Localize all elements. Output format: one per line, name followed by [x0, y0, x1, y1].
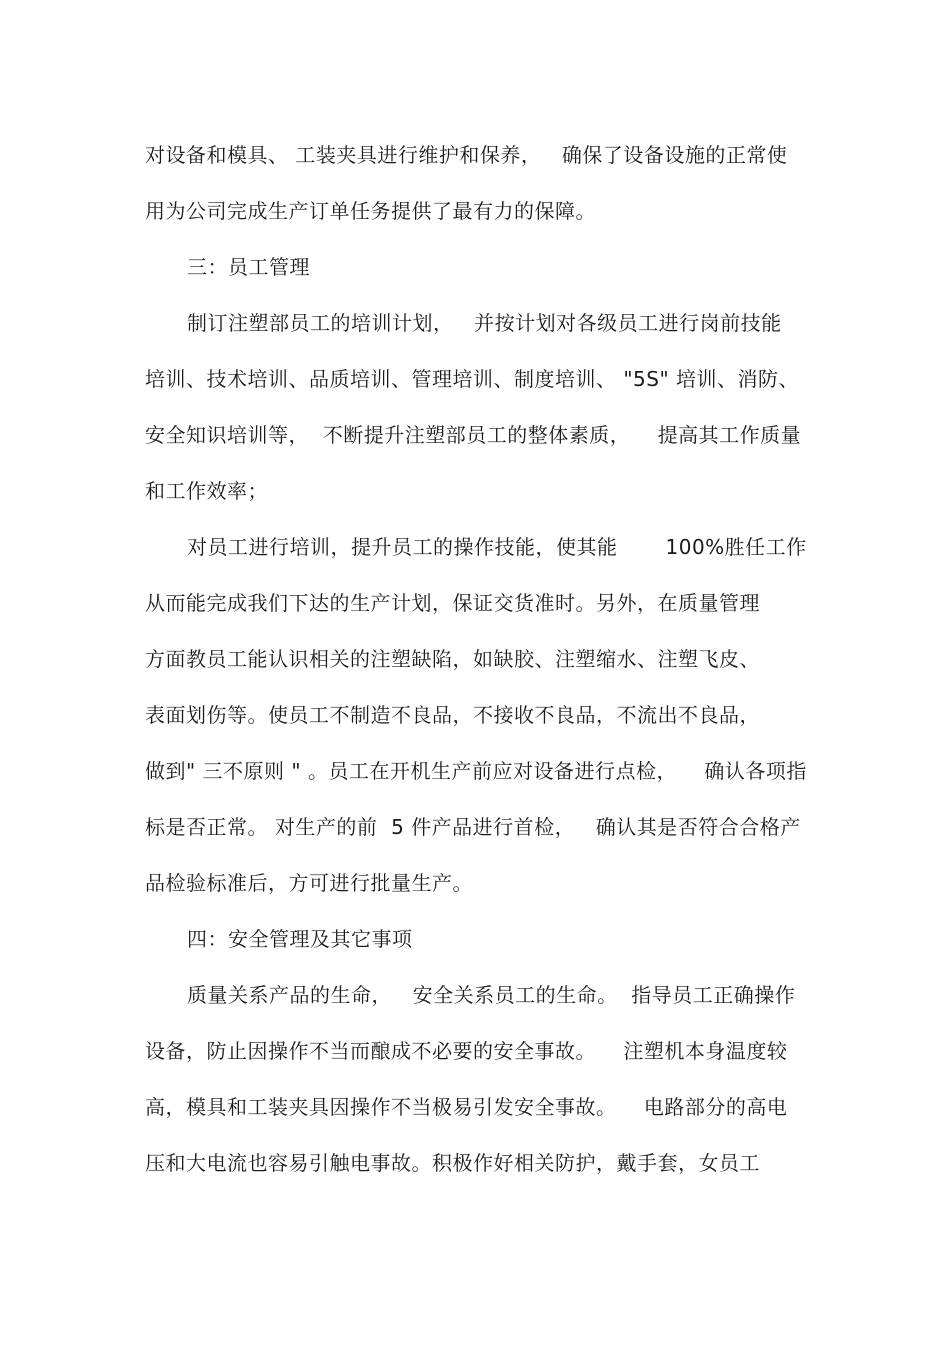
body-text-line: 高，模具和工装夹具因操作不当极易引发安全事故。 电路部分的高电 — [145, 1095, 788, 1119]
body-text-line: 设备，防止因操作不当而酿成不必要的安全事故。 注塑机本身温度较 — [145, 1039, 788, 1063]
section-heading: 三：员工管理 — [187, 255, 310, 279]
body-text-line: 压和大电流也容易引触电事故。积极作好相关防护，戴手套，女员工 — [145, 1151, 760, 1175]
body-text-line: 品检验标准后，方可进行批量生产。 — [145, 871, 473, 895]
body-text-line: 培训、技术培训、品质培训、管理培训、制度培训、 "5S" 培训、消防、 — [145, 367, 800, 391]
body-text-line: 对设备和模具、 工装夹具进行维护和保养， 确保了设备设施的正常使 — [145, 143, 788, 167]
body-text-line: 制订注塑部员工的培训计划， 并按计划对各级员工进行岗前技能 — [187, 311, 782, 335]
body-text-line: 用为公司完成生产订单任务提供了最有力的保障。 — [145, 199, 596, 223]
body-text-line: 和工作效率； — [145, 479, 268, 503]
body-text-line: 质量关系产品的生命， 安全关系员工的生命。 指导员工正确操作 — [187, 983, 796, 1007]
body-text-line: 从而能完成我们下达的生产计划，保证交货准时。另外，在质量管理 — [145, 591, 760, 615]
body-text-line: 做到" 三不原则 " 。员工在开机生产前应对设备进行点检， 确认各项指 — [145, 759, 807, 783]
section-heading: 四：安全管理及其它事项 — [187, 927, 413, 951]
body-text-line: 方面教员工能认识相关的注塑缺陷，如缺胶、注塑缩水、注塑飞皮、 — [145, 647, 760, 671]
body-text-line: 标是否正常。 对生产的前 5 件产品进行首检， 确认其是否符合合格产 — [145, 815, 801, 839]
body-text-line: 表面划伤等。使员工不制造不良品，不接收不良品，不流出不良品， — [145, 703, 760, 727]
body-text-line: 对员工进行培训，提升员工的操作技能，使其能 100%胜任工作 — [187, 535, 807, 559]
body-text-line: 安全知识培训等， 不断提升注塑部员工的整体素质， 提高其工作质量 — [145, 423, 802, 447]
